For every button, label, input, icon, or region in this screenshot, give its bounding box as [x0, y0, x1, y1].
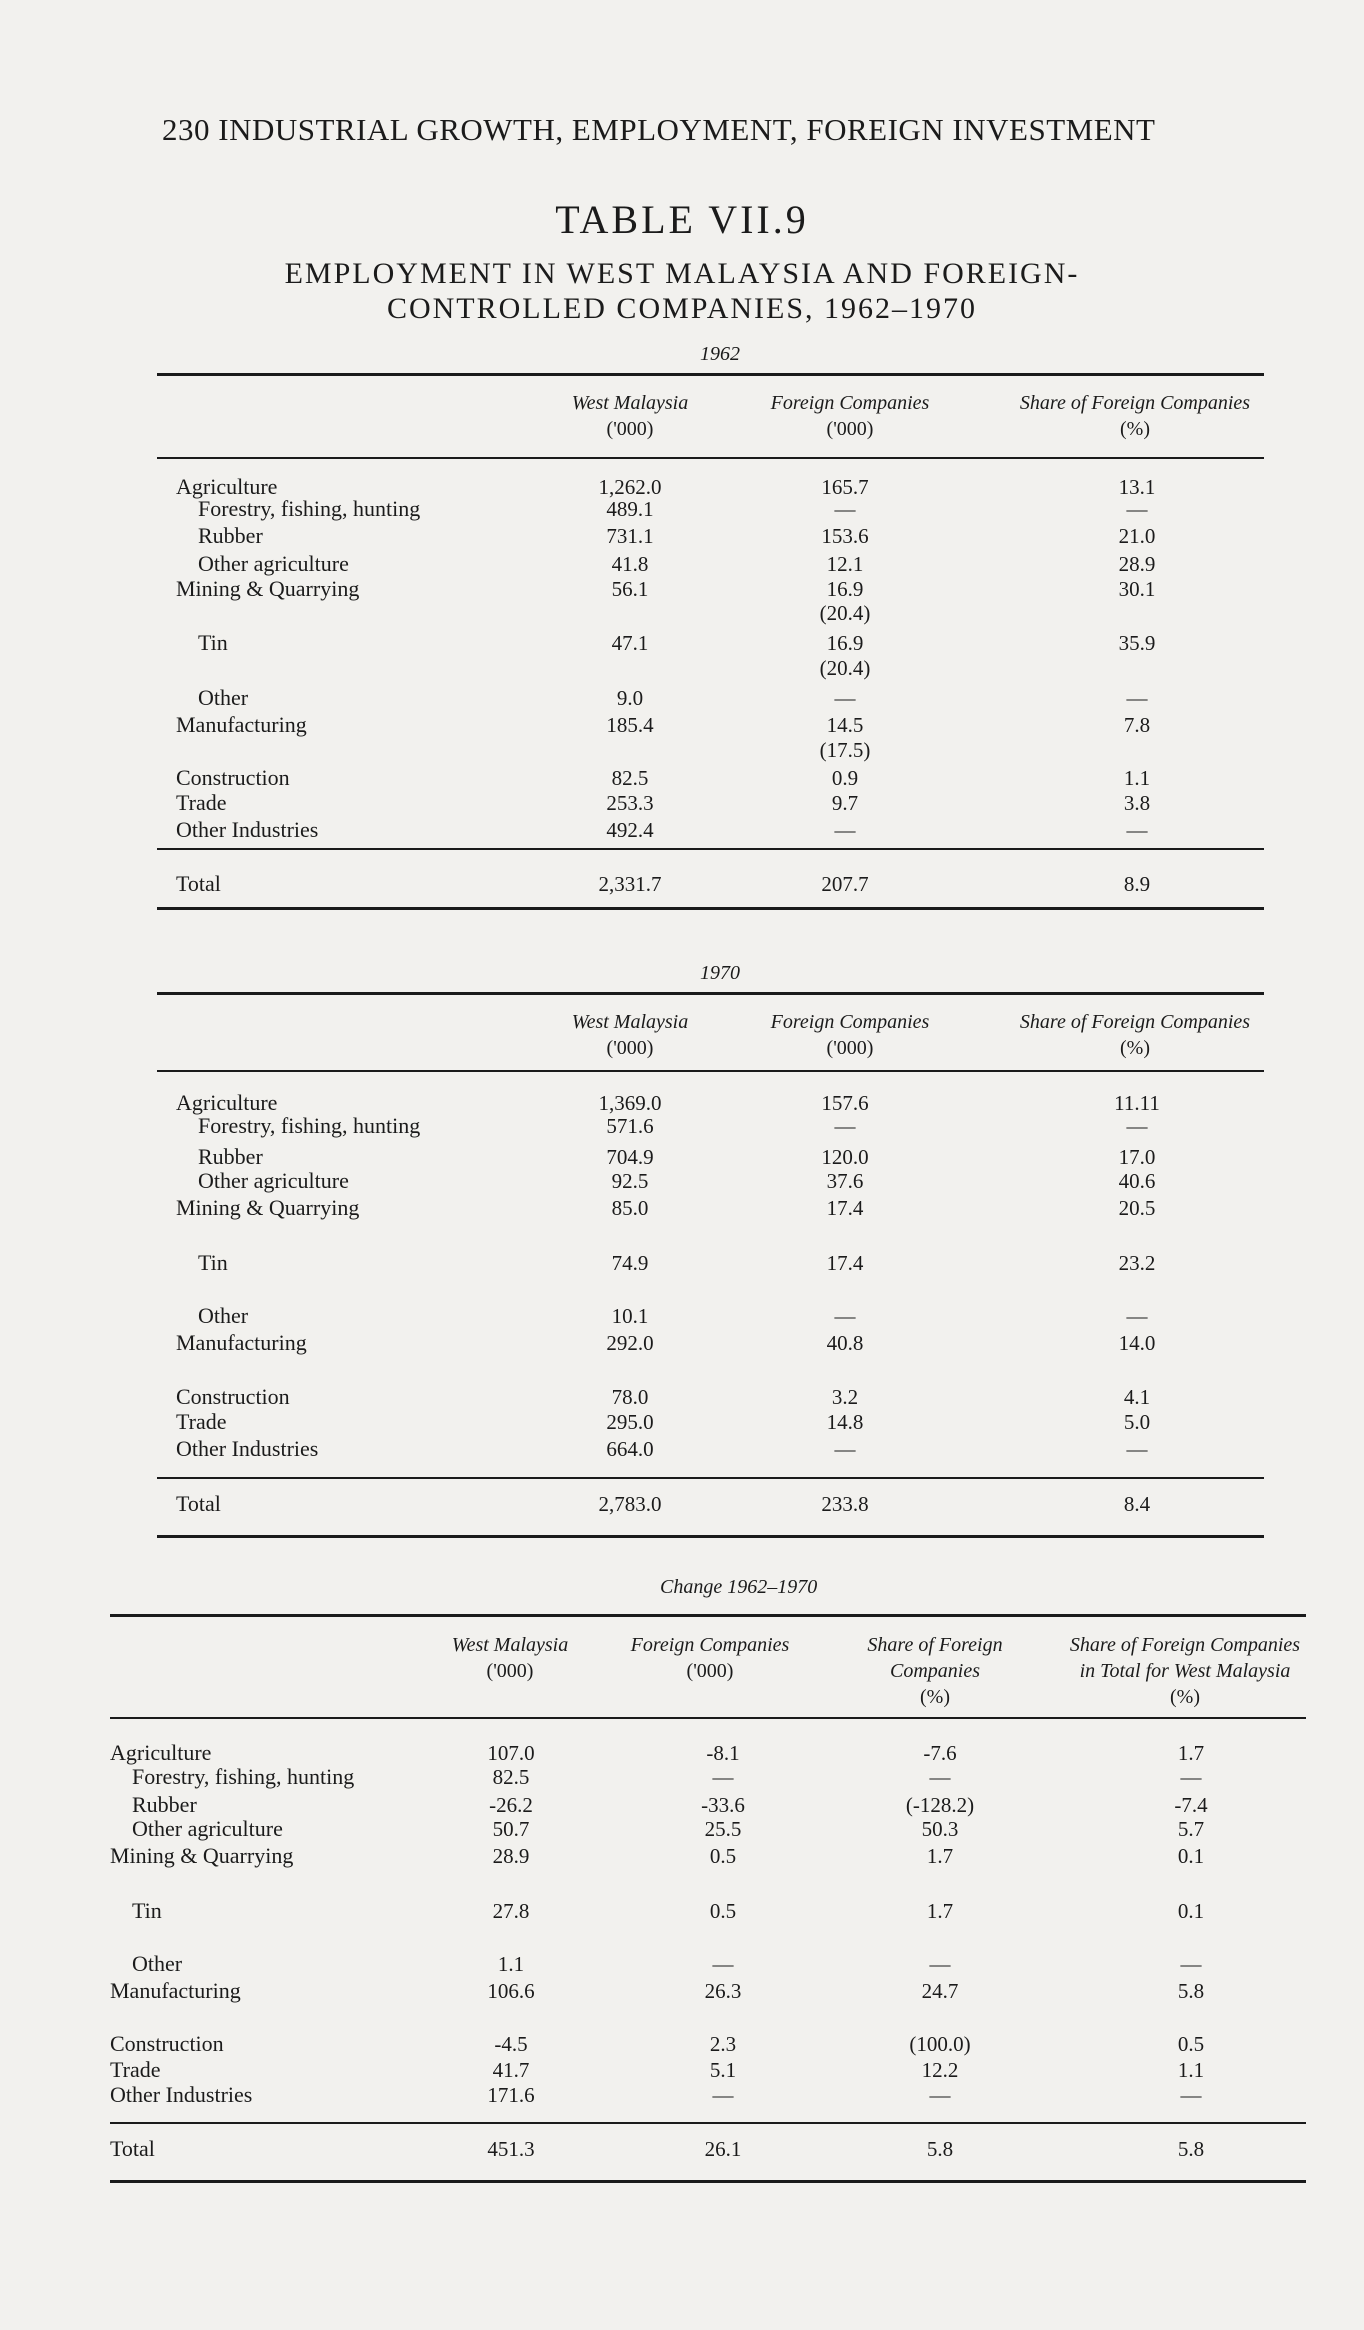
rule-head-1962: [157, 457, 1264, 459]
cell-foreign-companies: 25.5: [704, 1817, 742, 1841]
cell-west-malaysia: 28.9: [492, 1844, 530, 1868]
row-label: Construction: [176, 1384, 290, 1409]
cell-share: 23.2: [1118, 1251, 1156, 1275]
cell-share-total: 1.7: [1177, 1741, 1205, 1765]
col-head-foreign-companies-change: Foreign Companies ('000): [630, 1634, 790, 1682]
cell-foreign-companies: —: [834, 818, 856, 842]
cell-share-total: 0.1: [1177, 1899, 1205, 1923]
cell-foreign-companies: 0.5: [709, 1844, 737, 1868]
total-label: Total: [110, 2136, 155, 2161]
rule-head-1970: [157, 1070, 1264, 1072]
rule-total-change: [110, 2122, 1306, 2124]
row-label: Trade: [110, 2057, 161, 2082]
rule-bottom-change: [110, 2180, 1306, 2183]
row-label: Other: [198, 685, 249, 710]
cell-west-malaysia: 489.1: [606, 497, 654, 521]
cell-share: 11.11: [1114, 1091, 1160, 1115]
cell-share: 20.5: [1118, 1196, 1156, 1220]
row-label: Rubber: [132, 1792, 197, 1817]
row-label: Mining & Quarrying: [176, 1195, 360, 1220]
total-share: 5.8: [926, 2137, 954, 2161]
page-header: 230 INDUSTRIAL GROWTH, EMPLOYMENT, FOREIGN INVESTMENT: [162, 112, 1156, 147]
row-label: Other Industries: [110, 2082, 253, 2107]
cell-foreign-companies: —: [712, 2083, 734, 2107]
cell-share: (100.0): [909, 2032, 971, 2056]
row-label: Forestry, fishing, hunting: [198, 496, 421, 521]
rule-head-change: [110, 1717, 1306, 1719]
cell-west-malaysia: 82.5: [492, 1765, 530, 1789]
row-label: Other agriculture: [198, 1168, 349, 1193]
rule-top-change: [110, 1614, 1306, 1617]
cell-west-malaysia: 50.7: [492, 1817, 530, 1841]
cell-west-malaysia: 492.4: [606, 818, 654, 842]
cell-share-total: 0.5: [1177, 2032, 1205, 2056]
rule-total-1970: [157, 1477, 1264, 1479]
cell-west-malaysia: 731.1: [606, 524, 654, 548]
cell-foreign-companies: 16.9: [826, 577, 864, 601]
cell-west-malaysia: 1,262.0: [598, 475, 662, 499]
row-label: Manufacturing: [110, 1978, 241, 2003]
rule-total-1962: [157, 848, 1264, 850]
cell-west-malaysia: 1.1: [497, 1952, 525, 1976]
cell-share-total: —: [1180, 1952, 1202, 1976]
cell-share: 4.1: [1123, 1385, 1151, 1409]
cell-foreign-companies: 14.5: [826, 713, 864, 737]
col-head-share-total-change: Share of Foreign Companies in Total for West Malaysia (%): [1069, 1634, 1301, 1708]
cell-west-malaysia: -4.5: [494, 2032, 528, 2056]
cell-share-total: 5.7: [1177, 1817, 1205, 1841]
cell-share: 24.7: [921, 1979, 959, 2003]
cell-share-total: —: [1180, 2083, 1202, 2107]
table-subtitle-line1: EMPLOYMENT IN WEST MALAYSIA AND FOREIGN-: [284, 257, 1080, 290]
cell-foreign-companies: —: [834, 686, 856, 710]
cell-foreign-companies: 5.1: [709, 2058, 737, 2082]
cell-west-malaysia: 56.1: [611, 577, 649, 601]
cell-share: 1.1: [1123, 766, 1151, 790]
row-label: Other: [198, 1303, 249, 1328]
col-head-foreign-companies: Foreign Companies ('000): [770, 392, 930, 440]
cell-west-malaysia: 571.6: [606, 1114, 654, 1138]
row-label: Other agriculture: [198, 551, 349, 576]
cell-share-total: —: [1180, 1765, 1202, 1789]
row-label: Agriculture: [176, 1090, 278, 1115]
cell-west-malaysia: 85.0: [611, 1196, 649, 1220]
row-label: Trade: [176, 790, 227, 815]
row-label: Other Industries: [176, 817, 319, 842]
col-head-share: Share of Foreign Companies (%): [1019, 392, 1251, 440]
cell-west-malaysia: 41.7: [492, 2058, 530, 2082]
cell-share: 35.9: [1118, 631, 1156, 655]
cell-share: —: [1126, 686, 1148, 710]
table-title: TABLE VII.9: [555, 197, 809, 242]
cell-foreign-companies: (20.4): [819, 601, 871, 625]
cell-west-malaysia: 41.8: [611, 552, 649, 576]
total-west-malaysia: 2,331.7: [598, 872, 662, 896]
cell-share: 50.3: [921, 1817, 959, 1841]
total-label: Total: [176, 871, 221, 896]
cell-foreign-companies: (17.5): [819, 738, 871, 762]
total-share: 8.4: [1123, 1492, 1151, 1516]
cell-west-malaysia: 1,369.0: [598, 1091, 662, 1115]
cell-foreign-companies: -33.6: [701, 1793, 745, 1817]
rule-top-1970: [157, 992, 1264, 995]
cell-foreign-companies: 14.8: [826, 1410, 864, 1434]
total-foreign-companies: 207.7: [821, 872, 869, 896]
row-label: Other Industries: [176, 1436, 319, 1461]
cell-foreign-companies: 17.4: [826, 1251, 864, 1275]
cell-foreign-companies: —: [712, 1765, 734, 1789]
row-label: Manufacturing: [176, 712, 307, 737]
cell-west-malaysia: 292.0: [606, 1331, 654, 1355]
row-label: Rubber: [198, 523, 263, 548]
cell-west-malaysia: 106.6: [487, 1979, 535, 2003]
total-west-malaysia: 451.3: [487, 2137, 535, 2161]
cell-foreign-companies: (20.4): [819, 656, 871, 680]
cell-share: -7.6: [923, 1741, 957, 1765]
cell-share: 40.6: [1118, 1169, 1156, 1193]
row-label: Tin: [198, 1250, 228, 1275]
cell-west-malaysia: 47.1: [611, 631, 649, 655]
cell-share: —: [1126, 497, 1148, 521]
cell-share: 14.0: [1118, 1331, 1156, 1355]
cell-share: —: [1126, 1437, 1148, 1461]
cell-west-malaysia: 10.1: [611, 1304, 649, 1328]
cell-west-malaysia: 92.5: [611, 1169, 649, 1193]
row-label: Construction: [176, 765, 290, 790]
cell-foreign-companies: —: [834, 1437, 856, 1461]
col-head-west-malaysia-1970: West Malaysia ('000): [571, 1011, 689, 1059]
rule-bottom-1970: [157, 1535, 1264, 1538]
cell-west-malaysia: 171.6: [487, 2083, 535, 2107]
cell-foreign-companies: 16.9: [826, 631, 864, 655]
col-head-share-1970: Share of Foreign Companies (%): [1019, 1011, 1251, 1059]
cell-share-total: 5.8: [1177, 1979, 1205, 2003]
cell-share: 13.1: [1118, 475, 1156, 499]
row-label: Tin: [198, 630, 228, 655]
section-label-1962: 1962: [700, 343, 740, 365]
cell-west-malaysia: 74.9: [611, 1251, 649, 1275]
cell-foreign-companies: 2.3: [709, 2032, 737, 2056]
cell-foreign-companies: 165.7: [821, 475, 869, 499]
cell-share: —: [929, 1952, 951, 1976]
col-head-foreign-companies-1970: Foreign Companies ('000): [770, 1011, 930, 1059]
cell-west-malaysia: 704.9: [606, 1145, 654, 1169]
cell-foreign-companies: 0.5: [709, 1899, 737, 1923]
cell-foreign-companies: 3.2: [831, 1385, 859, 1409]
cell-west-malaysia: 107.0: [487, 1741, 535, 1765]
row-label: Mining & Quarrying: [110, 1843, 294, 1868]
cell-foreign-companies: —: [834, 1304, 856, 1328]
cell-foreign-companies: —: [712, 1952, 734, 1976]
cell-foreign-companies: -8.1: [706, 1741, 740, 1765]
cell-share: (-128.2): [905, 1793, 975, 1817]
total-share-total: 5.8: [1177, 2137, 1205, 2161]
cell-foreign-companies: 12.1: [826, 552, 864, 576]
row-label: Construction: [110, 2031, 224, 2056]
cell-west-malaysia: 9.0: [616, 686, 644, 710]
row-label: Forestry, fishing, hunting: [198, 1113, 421, 1138]
cell-west-malaysia: 82.5: [611, 766, 649, 790]
cell-share-total: -7.4: [1174, 1793, 1208, 1817]
cell-west-malaysia: 78.0: [611, 1385, 649, 1409]
row-label: Tin: [132, 1898, 162, 1923]
cell-foreign-companies: 120.0: [821, 1145, 869, 1169]
cell-share: —: [1126, 1304, 1148, 1328]
cell-west-malaysia: 295.0: [606, 1410, 654, 1434]
row-label: Agriculture: [110, 1740, 212, 1765]
row-label: Other agriculture: [132, 1816, 283, 1841]
cell-west-malaysia: 185.4: [606, 713, 654, 737]
total-share: 8.9: [1123, 872, 1151, 896]
cell-share: 1.7: [926, 1899, 954, 1923]
cell-foreign-companies: 9.7: [831, 791, 859, 815]
cell-share: 7.8: [1123, 713, 1151, 737]
cell-share: 12.2: [921, 2058, 959, 2082]
cell-share: 1.7: [926, 1844, 954, 1868]
row-label: Agriculture: [176, 474, 278, 499]
cell-foreign-companies: 40.8: [826, 1331, 864, 1355]
cell-share: 30.1: [1118, 577, 1156, 601]
col-head-west-malaysia-change: West Malaysia ('000): [451, 1634, 569, 1682]
section-label-change: Change 1962–1970: [660, 1576, 818, 1598]
cell-foreign-companies: 26.3: [704, 1979, 742, 2003]
table-subtitle-line2: CONTROLLED COMPANIES, 1962–1970: [386, 292, 978, 325]
section-label-1970: 1970: [700, 962, 740, 984]
cell-foreign-companies: —: [834, 1114, 856, 1138]
total-foreign-companies: 233.8: [821, 1492, 869, 1516]
total-foreign-companies: 26.1: [704, 2137, 742, 2161]
cell-foreign-companies: —: [834, 497, 856, 521]
row-label: Manufacturing: [176, 1330, 307, 1355]
row-label: Rubber: [198, 1144, 263, 1169]
cell-share: 3.8: [1123, 791, 1151, 815]
cell-share-total: 1.1: [1177, 2058, 1205, 2082]
cell-share-total: 0.1: [1177, 1844, 1205, 1868]
total-label: Total: [176, 1491, 221, 1516]
cell-share: 17.0: [1118, 1145, 1156, 1169]
rule-top-1962: [157, 373, 1264, 376]
row-label: Mining & Quarrying: [176, 576, 360, 601]
cell-foreign-companies: 0.9: [831, 766, 859, 790]
cell-share: —: [929, 2083, 951, 2107]
col-head-share-change: Share of Foreign Companies (%): [867, 1634, 1003, 1708]
cell-foreign-companies: 157.6: [821, 1091, 869, 1115]
cell-share: 21.0: [1118, 524, 1156, 548]
row-label: Trade: [176, 1409, 227, 1434]
cell-share: —: [929, 1765, 951, 1789]
cell-west-malaysia: 253.3: [606, 791, 654, 815]
cell-west-malaysia: -26.2: [489, 1793, 533, 1817]
col-head-west-malaysia: West Malaysia ('000): [571, 392, 689, 440]
rule-bottom-1962: [157, 907, 1264, 910]
cell-share: —: [1126, 818, 1148, 842]
cell-foreign-companies: 17.4: [826, 1196, 864, 1220]
cell-foreign-companies: 37.6: [826, 1169, 864, 1193]
cell-west-malaysia: 664.0: [606, 1437, 654, 1461]
row-label: Other: [132, 1951, 183, 1976]
row-label: Forestry, fishing, hunting: [132, 1764, 355, 1789]
cell-share: 28.9: [1118, 552, 1156, 576]
cell-share: —: [1126, 1114, 1148, 1138]
cell-foreign-companies: 153.6: [821, 524, 869, 548]
cell-share: 5.0: [1123, 1410, 1151, 1434]
total-west-malaysia: 2,783.0: [598, 1492, 662, 1516]
cell-west-malaysia: 27.8: [492, 1899, 530, 1923]
